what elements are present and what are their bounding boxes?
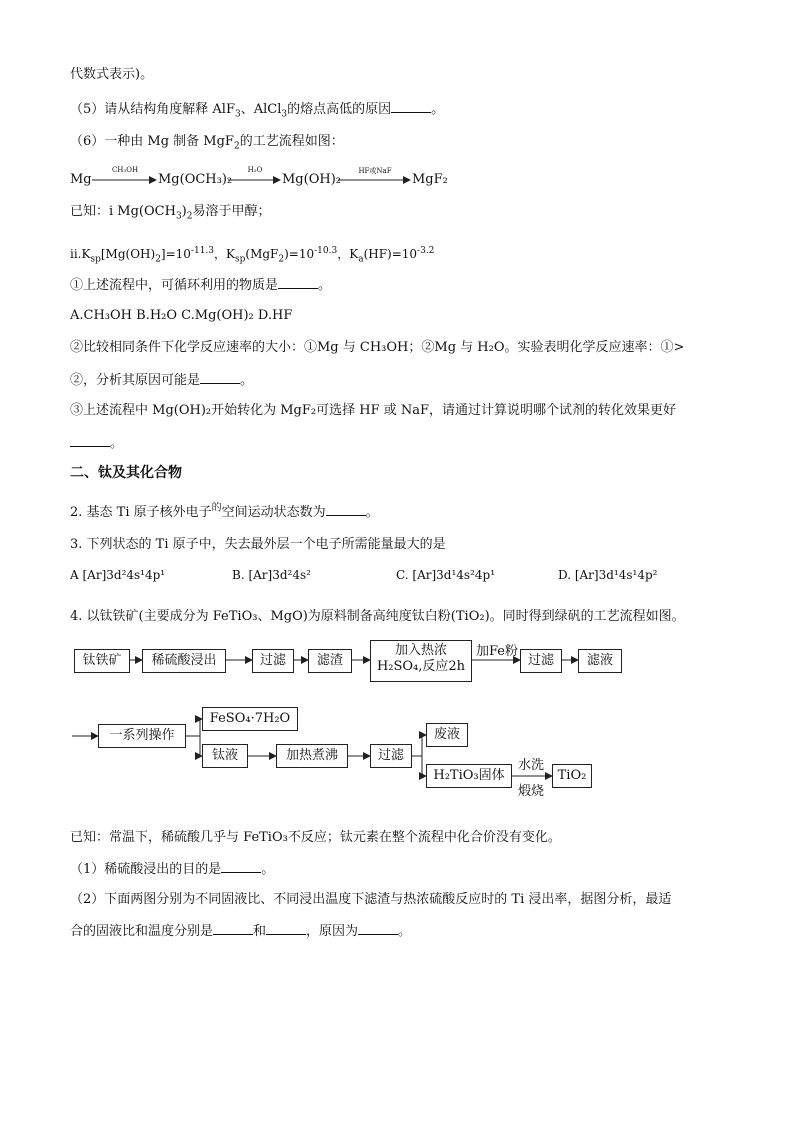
box-tio2: TiO₂ [552, 764, 592, 788]
product-mgf2: MgF₂ [412, 172, 448, 187]
line-1: 代数式表示)。 [70, 67, 154, 82]
reagent-hf-naf: HF或NaF [358, 167, 392, 175]
box-acid-leach: 稀硫酸浸出 [142, 649, 226, 673]
box-filtrate: 滤液 [578, 649, 622, 673]
box-series-operations: 一系列操作 [98, 724, 186, 748]
sub-question-2-cont: ②，分析其原因可能是 。 [70, 373, 254, 388]
box-ilmenite: 钛铁矿 [74, 649, 130, 673]
known-2: 已知：常温下，稀硫酸几乎与 FeTiO₃不反应；钛元素在整个流程中化合价没有变化。 [70, 830, 561, 845]
sub-question-1: ①上述流程中，可循环利用的物质是 。 [70, 278, 332, 293]
sub-question-3: ③上述流程中 Mg(OH)₂开始转化为 MgF₂可选择 HF 或 NaF，请通过计算说明哪个试剂的转化效果更好 [70, 403, 677, 418]
reagent-ch3oh: CH₃OH [111, 166, 139, 174]
option-d: D. [Ar]3d¹4s¹4p² [558, 568, 658, 582]
sub-question-2: ②比较相同条件下化学反应速率的大小：①Mg 与 CH₃OH；②Mg 与 H₂O。实验表明化学反应速率：①> [70, 340, 685, 355]
answer-blank [213, 922, 253, 935]
question-5: （5）请从结构角度解释 AlF$_3$、AlCl$_3$的熔点高低的原因 。 [70, 102, 445, 120]
box-green-vitriol: FeSO₄·7H₂O [202, 707, 298, 731]
option-b: B. [Ar]3d²4s² [232, 568, 311, 582]
known-i: 已知：i $Mg(OCH_3)_2$易溶于甲醇； [70, 204, 271, 222]
question-6: （6）一种由 Mg 制备 MgF$_2$的工艺流程如图： [70, 134, 344, 152]
box-filter-1: 过滤 [252, 649, 294, 673]
reactant-mg: Mg [70, 172, 92, 187]
box-boil: 加热煮沸 [276, 744, 348, 768]
box-waste-liquid: 废液 [426, 723, 468, 747]
answer-blank [221, 860, 261, 873]
product-methoxide: Mg(OCH₃)₂ [158, 172, 233, 187]
label-calcine: 煅烧 [518, 784, 545, 799]
box-filter-2: 过滤 [520, 649, 562, 673]
product-hydroxide: Mg(OH)₂ [282, 172, 341, 187]
box-h2tio3: H₂TiO₃固体 [426, 764, 512, 788]
box-residue: 滤渣 [308, 649, 352, 673]
label-add-fe: 加Fe粉 [476, 644, 519, 659]
sub-question-s2: （2）下面两图分别为不同固液比、不同浸出温度下滤渣与热浓硫酸反应时的 Ti 浸出率，据图分析，最适 [70, 892, 672, 907]
question-3: 3. 下列状态的 Ti 原子中，失去最外层一个电子所需能量最大的是 [70, 537, 446, 552]
question-2: 2. 基态 Ti 原子核外电子$^的$空间运动状态数为 。 [70, 502, 379, 520]
box-filter-3: 过滤 [370, 744, 412, 768]
section-heading: 二、钛及其化合物 [70, 465, 182, 481]
reagent-h2o: H₂O [247, 166, 263, 174]
option-c: C. [Ar]3d¹4s²4p¹ [396, 568, 496, 582]
options-line: A.CH₃OH B.H₂O C.Mg(OH)₂ D.HF [70, 308, 293, 323]
box-ti-liquor: 钛液 [202, 744, 248, 768]
sub-question-s2-cont: 合的固液比和温度分别是 和 ，原因为 。 [70, 924, 412, 939]
label-wash: 水洗 [518, 758, 545, 773]
sub-question-s1: （1）稀硫酸浸出的目的是 。 [70, 862, 275, 877]
answer-blank [358, 922, 398, 935]
box-hot-acid: 加入热浓 H₂SO₄,反应2h [370, 640, 472, 682]
option-a: A [Ar]3d²4s¹4p¹ [70, 568, 166, 582]
question-4: 4. 以钛铁矿(主要成分为 FeTiO₃、MgO)为原料制备高纯度钛白粉(TiO₂)。同时得到绿矾的工艺流程如图。 [70, 609, 685, 624]
known-ii: $ii.K_{sp}[Mg(OH)_2]=10^{-11.3}$，$K_{sp}(MgF_2)=10^{-10.3}$，$K_a(HF)=10^{-3.2}$ [70, 246, 435, 265]
sub-question-3-cont: 。 [70, 434, 123, 453]
answer-blank [266, 922, 306, 935]
